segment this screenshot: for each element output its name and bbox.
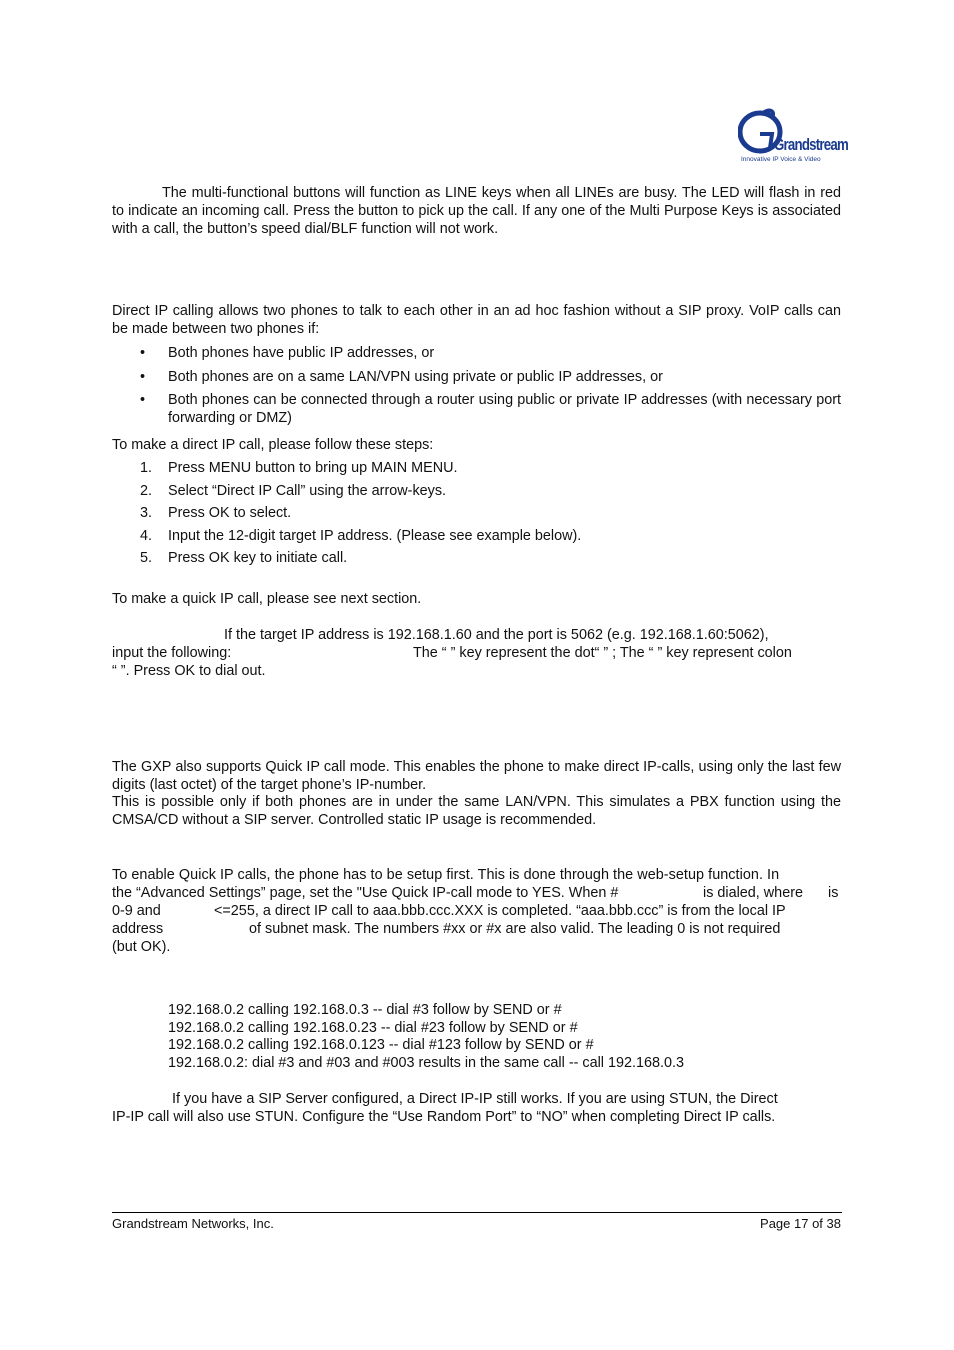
- quick-setup-line-2c: is: [828, 885, 839, 901]
- quick-setup-line-1: To enable Quick IP calls, the phone has to be setup first. This is done through the web-setup function. In: [112, 867, 780, 883]
- bullet-text: Both phones can be connected through a router using public or private IP addresses (with necessary port forwarding or DMZ): [168, 392, 841, 426]
- quick-setup-line-4a: address: [112, 921, 164, 937]
- step-text: Press MENU button to bring up MAIN MENU.: [168, 460, 458, 476]
- step-number: 5.: [140, 550, 153, 566]
- step-number: 2.: [140, 483, 153, 499]
- step-text: Select “Direct IP Call” using the arrow-keys.: [168, 483, 447, 499]
- footer-divider: [112, 1212, 842, 1213]
- logo-tagline: Innovative IP Voice & Video: [741, 156, 821, 163]
- footer-page-number: Page 17 of 38: [760, 1216, 841, 1231]
- quick-setup-line-5: (but OK).: [112, 939, 171, 955]
- step-text: Input the 12-digit target IP address. (Please see example below).: [168, 528, 582, 544]
- logo-brand: Grandstream: [774, 135, 848, 154]
- note-line-1: If you have a SIP Server configured, a Direct IP-IP still works. If you are using STUN, the Direct: [172, 1091, 778, 1107]
- example-call-2: 192.168.0.2 calling 192.168.0.23 -- dial #23 follow by SEND or #: [168, 1020, 578, 1036]
- example-call-3: 192.168.0.2 calling 192.168.0.123 -- dial #123 follow by SEND or #: [168, 1037, 594, 1053]
- steps-intro: To make a direct IP call, please follow these steps:: [112, 437, 434, 453]
- direct-ip-intro: Direct IP calling allows two phones to talk to each other in an ad hoc fashion without a SIP proxy. VoIP calls can be made between two phones if:: [112, 303, 841, 337]
- bullet-icon: •: [140, 345, 146, 361]
- bullet-icon: •: [140, 392, 146, 408]
- bullet-text: Both phones have public IP addresses, or: [168, 345, 435, 361]
- example-line-2a: input the following:: [112, 645, 232, 661]
- bullet-icon: •: [140, 369, 146, 385]
- quick-setup-line-2b: is dialed, where: [703, 885, 803, 901]
- grandstream-logo: [738, 106, 848, 166]
- example-line-1: If the target IP address is 192.168.1.60 and the port is 5062 (e.g. 192.168.1.60:5062),: [224, 627, 769, 643]
- step-number: 1.: [140, 460, 153, 476]
- step-number: 4.: [140, 528, 153, 544]
- quick-setup-line-3b: <=255, a direct IP call to aaa.bbb.ccc.XXX is completed. “aaa.bbb.ccc” is from the local IP: [214, 903, 786, 919]
- example-line-2b: The “ ” key represent the dot“ ” ; The “ ” key represent colon: [413, 645, 792, 661]
- example-line-3: “ ”. Press OK to dial out.: [112, 663, 266, 679]
- quick-setup-line-4b: of subnet mask. The numbers #xx or #x are also valid. The leading 0 is not required: [249, 921, 781, 937]
- quick-setup-line-3a: 0-9 and: [112, 903, 161, 919]
- bullet-text: Both phones are on a same LAN/VPN using private or public IP addresses, or: [168, 369, 663, 385]
- step-text: Press OK to select.: [168, 505, 292, 521]
- quick-ip-intro-1: The GXP also supports Quick IP call mode. This enables the phone to make direct IP-calls, using only the last few digits (last octet) of the target phone’s IP-number.: [112, 759, 841, 793]
- step-text: Press OK key to initiate call.: [168, 550, 348, 566]
- multifunction-paragraph: The multi-functional buttons will function as LINE keys when all LINEs are busy. The LED will flash in red to indicate an incoming call. Press the button to pick up the call. If any one of the Multi Purpose Keys is associated with a call, the button’s speed dial/BLF function will not work.: [112, 185, 841, 237]
- example-call-4: 192.168.0.2: dial #3 and #03 and #003 results in the same call -- call 192.168.0.3: [168, 1055, 685, 1071]
- quick-setup-line-2a: the “Advanced Settings” page, set the "Use Quick IP-call mode to YES. When #: [112, 885, 619, 901]
- footer-company: Grandstream Networks, Inc.: [112, 1216, 274, 1231]
- step-number: 3.: [140, 505, 153, 521]
- note-line-2: IP-IP call will also use STUN. Configure the “Use Random Port” to “NO” when completing Direct IP calls.: [112, 1109, 776, 1125]
- quick-ip-reference: To make a quick IP call, please see next section.: [112, 591, 422, 607]
- quick-ip-intro-2: This is possible only if both phones are in under the same LAN/VPN. This simulates a PBX function using the CMSA/CD without a SIP server. Controlled static IP usage is recommended.: [112, 794, 841, 828]
- example-call-1: 192.168.0.2 calling 192.168.0.3 -- dial #3 follow by SEND or #: [168, 1002, 562, 1018]
